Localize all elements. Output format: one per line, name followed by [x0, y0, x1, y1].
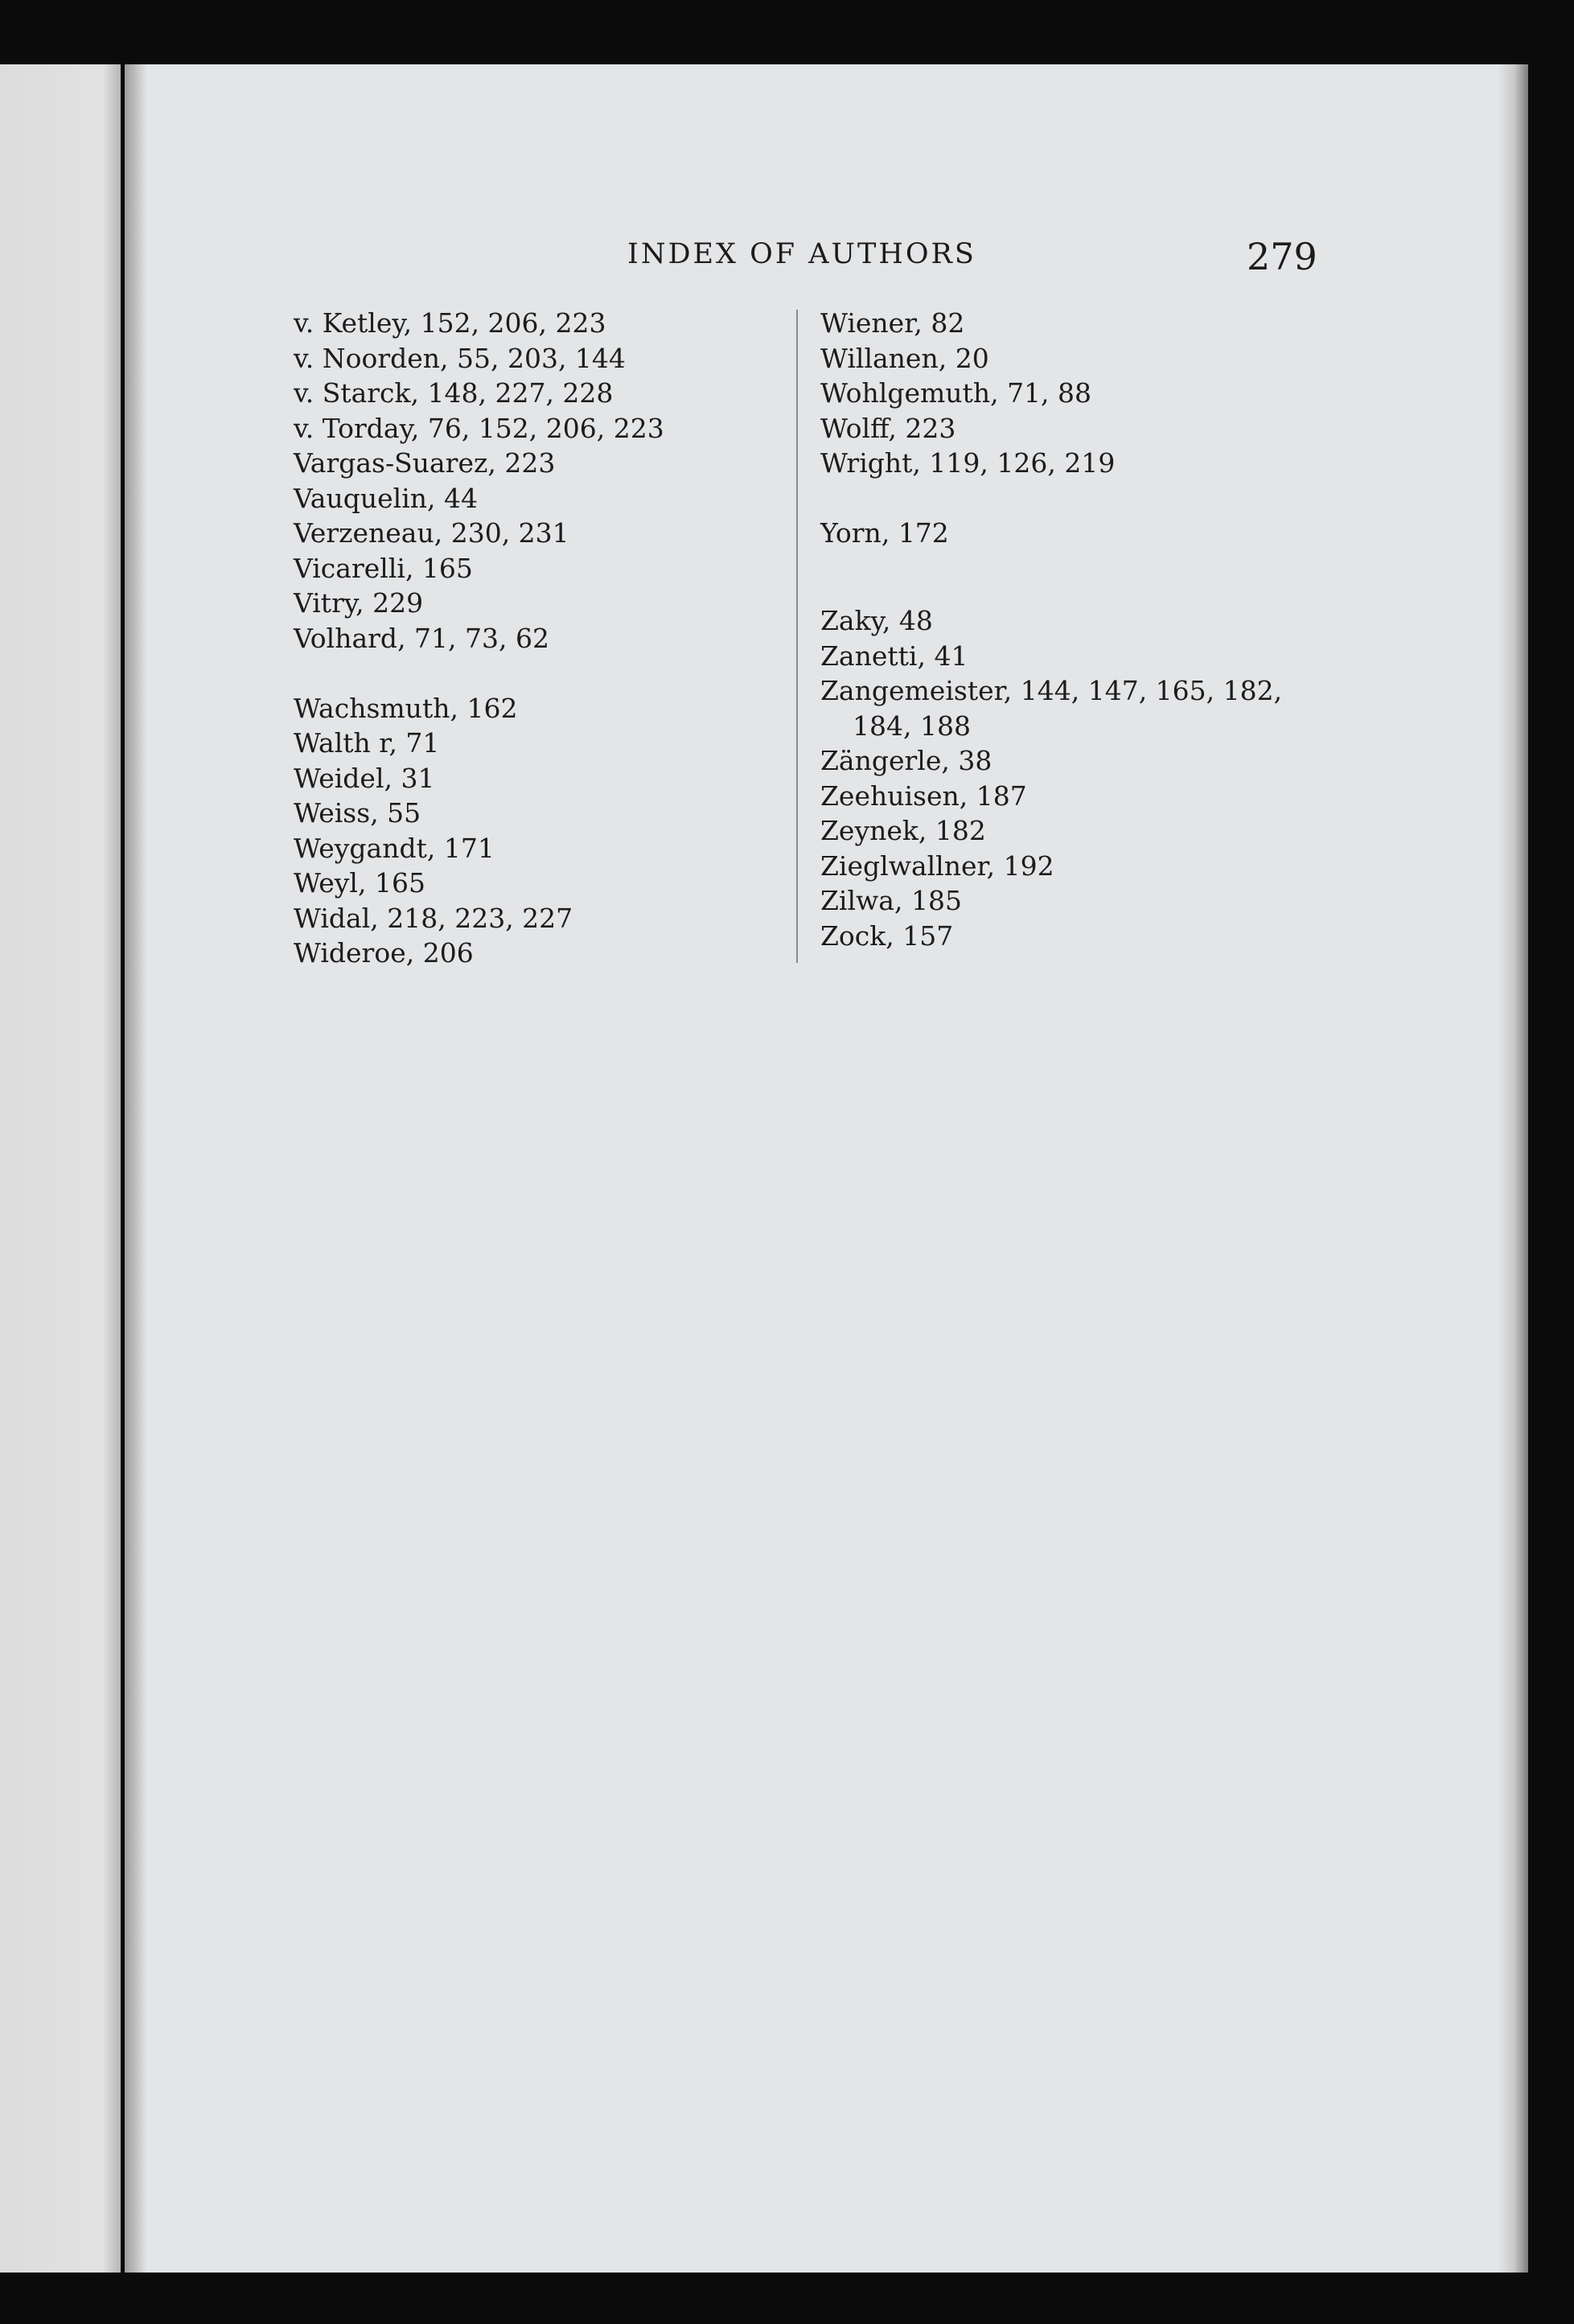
page-refs: 55, 203, 144 [456, 342, 626, 374]
index-entry: Walth r, 71 [294, 727, 440, 759]
page-refs: 31 [401, 762, 435, 794]
author-name: Zangemeister [820, 675, 1004, 706]
page-refs: 223 [905, 412, 956, 444]
page-refs: 41 [934, 640, 968, 672]
index-entry: Wright, 119, 126, 219 [820, 447, 1116, 479]
index-entry: Wohlgemuth, 71, 88 [820, 377, 1092, 409]
author-name: Zängerle [820, 745, 942, 776]
index-entry: Weiss, 55 [294, 797, 421, 829]
author-name: Weygandt [294, 832, 427, 864]
page-refs: 185 [910, 885, 962, 916]
index-column-right [820, 306, 1282, 953]
page-number: 279 [1247, 235, 1317, 278]
author-name: Walth r [294, 727, 389, 759]
letter-group-gap [820, 481, 1282, 516]
index-entry: Widal, 218, 223, 227 [294, 902, 573, 934]
page-edge-shadow [1498, 64, 1528, 2273]
index-entry: v. Ketley, 152, 206, 223 [294, 307, 606, 339]
author-name: Yorn [820, 517, 882, 549]
author-name: Willanen [820, 342, 939, 374]
page-refs: 148, 227, 228 [427, 377, 614, 409]
index-entry: v. Starck, 148, 227, 228 [294, 377, 614, 409]
author-name: Volhard [294, 622, 398, 654]
index-entry: Zängerle, 38 [820, 745, 992, 776]
page-refs: 44 [443, 482, 478, 514]
index-entry: Zock, 157 [820, 919, 954, 952]
index-entry: Zieglwallner, 192 [820, 849, 1054, 882]
index-column-left [294, 306, 664, 971]
index-entry: Wiener, 82 [820, 307, 965, 339]
page-refs: 71, 73, 62 [414, 622, 549, 654]
index-entry: Volhard, 71, 73, 62 [294, 622, 549, 654]
index-entry: v. Noorden, 55, 203, 144 [294, 342, 626, 374]
author-name: Wiener [820, 307, 914, 339]
index-entry: Vitry, 229 [294, 587, 424, 619]
author-name: Vargas-Suarez [294, 447, 488, 479]
index-entry: Weyl, 165 [294, 867, 425, 899]
author-name: Weidel [294, 762, 384, 794]
index-entry: Weygandt, 171 [294, 832, 495, 864]
author-name: Zilwa [820, 885, 894, 916]
author-name: Wright [820, 447, 913, 479]
index-entry: Willanen, 20 [820, 342, 989, 374]
letter-group-gap [294, 656, 664, 691]
author-name: Zeynek [820, 815, 919, 846]
author-name: Zieglwallner [820, 849, 987, 882]
page-refs: 82 [931, 307, 965, 339]
author-name: Zock [820, 919, 886, 952]
author-name: Zeehuisen [820, 779, 960, 812]
index-entry: Wachsmuth, 162 [294, 692, 518, 724]
page-refs: 71 [405, 727, 440, 759]
index-entry: Zanetti, 41 [820, 640, 968, 672]
page-refs: 55 [387, 797, 421, 829]
author-name: Vauquelin [294, 482, 427, 514]
author-name: v. Starck [294, 377, 411, 409]
page-refs: 119, 126, 219 [929, 447, 1116, 479]
adjacent-page-edge [0, 64, 121, 2273]
author-name: Vicarelli [294, 552, 405, 584]
index-entry: Zaky, 48 [820, 605, 933, 636]
page-refs: 218, 223, 227 [387, 902, 573, 934]
author-name: Zanetti [820, 640, 918, 672]
letter-group-gap [820, 586, 1282, 603]
page-refs: 165 [421, 552, 473, 584]
page-refs: 20 [955, 342, 989, 374]
page-refs: 152, 206, 223 [420, 307, 606, 339]
author-name: Vitry [294, 587, 356, 619]
author-name: Zaky [820, 605, 882, 636]
index-entry: Weidel, 31 [294, 762, 435, 794]
page-refs: 192 [1003, 849, 1054, 882]
page-refs: 76, 152, 206, 223 [427, 412, 664, 444]
index-entry: v. Torday, 76, 152, 206, 223 [294, 412, 664, 444]
index-entry: Wideroe, 206 [294, 937, 474, 969]
page-refs-continuation: 184, 188 [853, 710, 971, 742]
index-entry: Vauquelin, 44 [294, 482, 478, 514]
author-name: Verzeneau [294, 517, 434, 549]
page-refs: 229 [372, 587, 424, 619]
index-entry: Vicarelli, 165 [294, 552, 473, 584]
author-name: Wohlgemuth [820, 377, 991, 409]
index-entry: Yorn, 172 [820, 517, 949, 549]
page-refs: 182 [935, 815, 986, 846]
page-refs: 38 [958, 745, 992, 776]
page-gutter-shadow [125, 64, 147, 2273]
page-refs: 171 [443, 832, 495, 864]
index-entry: Verzeneau, 230, 231 [294, 517, 569, 549]
letter-group-gap [820, 551, 1282, 586]
page-refs: 71, 88 [1007, 377, 1092, 409]
author-name: Wideroe [294, 937, 406, 969]
column-divider [796, 310, 798, 963]
index-entry: Zilwa, 185 [820, 885, 962, 916]
author-name: Weyl [294, 867, 358, 899]
page-refs: 165 [374, 867, 425, 899]
index-entry: Zeehuisen, 187 [820, 779, 1027, 812]
author-name: Widal [294, 902, 371, 934]
page-refs: 144, 147, 165, 182, [1020, 675, 1283, 706]
page-refs: 223 [504, 447, 556, 479]
author-name: v. Torday [294, 412, 411, 444]
page-refs: 230, 231 [450, 517, 569, 549]
index-entry: Zangemeister, 144, 147, 165, 182, 184, 188 [820, 673, 1282, 743]
author-name: Wolff [820, 412, 889, 444]
index-entry: Wolff, 223 [820, 412, 956, 444]
page-refs: 187 [976, 779, 1027, 812]
author-name: Weiss [294, 797, 371, 829]
page-refs: 48 [898, 605, 933, 636]
page-refs: 157 [902, 919, 954, 952]
author-name: v. Ketley [294, 307, 404, 339]
page-refs: 162 [466, 692, 518, 724]
page-refs: 206 [422, 937, 474, 969]
author-name: v. Noorden [294, 342, 440, 374]
index-entry: Zeynek, 182 [820, 815, 986, 846]
index-entry: Vargas-Suarez, 223 [294, 447, 556, 479]
running-head-title: INDEX OF AUTHORS [627, 238, 976, 270]
page-refs: 172 [898, 517, 949, 549]
author-name: Wachsmuth [294, 692, 450, 724]
